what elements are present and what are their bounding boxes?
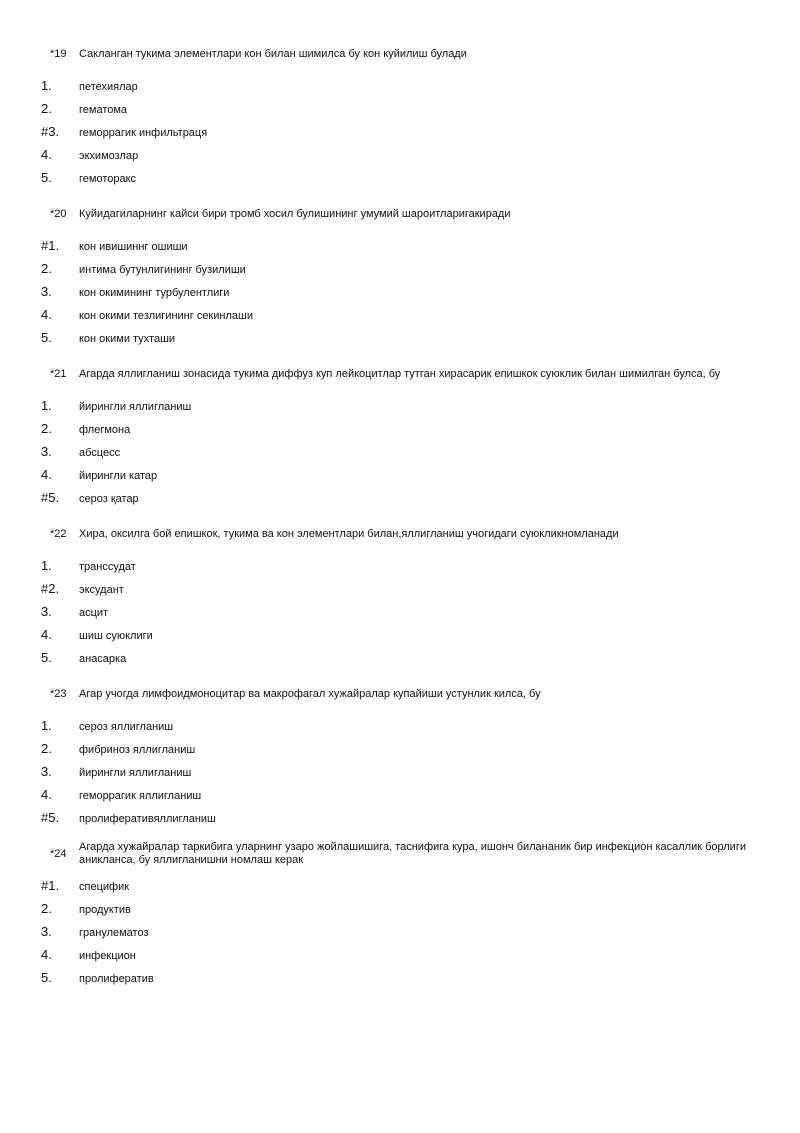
option-key: 2.: [41, 901, 52, 916]
answer-option: [0, 330, 800, 350]
option-key: #2.: [41, 581, 60, 596]
option-text: транссудат: [79, 561, 136, 573]
option-text: геморрагик инфильтраця: [79, 127, 208, 139]
answer-option: [0, 718, 800, 738]
option-key: 4.: [41, 627, 52, 642]
question-number: *20: [50, 208, 67, 220]
option-key: #1.: [41, 878, 60, 893]
question-number: *21: [50, 368, 67, 380]
option-key: 2.: [41, 421, 52, 436]
option-text: специфик: [79, 881, 130, 893]
answer-option: [0, 947, 800, 967]
question-number: *23: [50, 688, 67, 700]
question-header: [0, 841, 800, 871]
option-text: петехиялар: [79, 81, 138, 93]
option-text: кон окими тезлигининг секинлаши: [79, 310, 253, 322]
answer-option: [0, 650, 800, 670]
answer-option: [0, 810, 800, 830]
answer-option: [0, 490, 800, 510]
option-text: пролиферативяллигланиш: [79, 813, 216, 825]
option-key: 2.: [41, 101, 52, 116]
option-key: 1.: [41, 78, 52, 93]
option-key: 5.: [41, 330, 52, 345]
option-key: 2.: [41, 261, 52, 276]
option-key: 3.: [41, 604, 52, 619]
question-text: Агарда хужайралар таркибига уларнинг узаро жойлашишига, таснифига кура, ишонч билананик бир инфекцион касаллик борлиги аникланса, бу яллигланишни номлаш керак: [79, 841, 746, 866]
option-text: гранулематоз: [79, 927, 149, 939]
question-number: *22: [50, 528, 67, 540]
option-key: 5.: [41, 970, 52, 985]
question-block: [0, 688, 800, 825]
option-text: гемоторакс: [79, 173, 137, 185]
option-key: 1.: [41, 718, 52, 733]
option-text: йирингли катар: [79, 470, 158, 482]
option-text: абсцесс: [79, 447, 121, 459]
answer-option: [0, 604, 800, 624]
answer-option: [0, 970, 800, 990]
option-key: 5.: [41, 650, 52, 665]
option-key: 1.: [41, 558, 52, 573]
question-header: [0, 208, 800, 228]
question-block: [0, 528, 800, 665]
question-number: *19: [50, 48, 67, 60]
option-text: йирингли яллигланиш: [79, 767, 192, 779]
option-text: инфекцион: [79, 950, 136, 962]
question-number: *24: [50, 848, 67, 860]
answer-option: [0, 467, 800, 487]
question-header: [0, 368, 800, 388]
question-header: [0, 688, 800, 708]
question-block: [0, 208, 800, 345]
option-text: продуктив: [79, 904, 131, 916]
question-text: Куйидагиларнинг кайси бири тромб хосил булишининг умумий шароитларигакиради: [79, 208, 511, 220]
answer-option: [0, 170, 800, 190]
option-key: 4.: [41, 147, 52, 162]
option-key: 2.: [41, 741, 52, 756]
option-key: 4.: [41, 467, 52, 482]
question-block: [0, 368, 800, 505]
question-text: Сакланган тукима элементлари кон билан шимилса бу кон куйилиш булади: [79, 48, 467, 60]
option-text: эксудант: [79, 584, 124, 596]
option-text: кон окимининг турбулентлиги: [79, 287, 230, 299]
option-key: 4.: [41, 307, 52, 322]
option-text: шиш суюклиги: [79, 630, 153, 642]
answer-option: [0, 147, 800, 167]
answer-option: [0, 78, 800, 98]
answer-option: [0, 627, 800, 647]
option-text: гематома: [79, 104, 128, 116]
answer-option: [0, 261, 800, 281]
option-text: фибриноз яллигланиш: [79, 744, 196, 756]
option-text: йирингли яллигланиш: [79, 401, 192, 413]
question-text: Хира, оксилга бой епишкок, тукима ва кон элементлари билан,яллигланиш учогидаги суюкликномланади: [79, 528, 619, 540]
question-text: Агар учогда лимфоидмоноцитар ва макрофагал хужайралар купайиши устунлик килса, бу: [79, 688, 541, 700]
question-block: [0, 841, 800, 985]
option-key: 5.: [41, 170, 52, 185]
answer-option: [0, 421, 800, 441]
answer-option: [0, 238, 800, 258]
question-text: Агарда яллигланиш зонасида тукима диффуз куп лейкоцитлар тутган хирасарик епишкок суюклик билан шимилган булса, бу: [79, 368, 721, 380]
option-key: 4.: [41, 947, 52, 962]
answer-option: [0, 101, 800, 121]
option-key: 1.: [41, 398, 52, 413]
option-text: пролифератив: [79, 973, 154, 985]
option-text: асцит: [79, 607, 109, 619]
answer-option: [0, 558, 800, 578]
option-text: кон ивишиннг ошиши: [79, 241, 188, 253]
option-text: сероз қатар: [79, 493, 139, 505]
answer-option: [0, 924, 800, 944]
option-key: #3.: [41, 124, 60, 139]
answer-option: [0, 741, 800, 761]
option-text: флегмона: [79, 424, 131, 436]
option-text: геморрагик яллигланиш: [79, 790, 202, 802]
answer-option: [0, 901, 800, 921]
option-text: анасарка: [79, 653, 127, 665]
question-header: [0, 48, 800, 68]
answer-option: [0, 398, 800, 418]
question-block: [0, 48, 800, 185]
answer-option: [0, 284, 800, 304]
option-key: #1.: [41, 238, 60, 253]
option-text: экхимозлар: [79, 150, 139, 162]
option-text: интима бутунлигининг бузилиши: [79, 264, 246, 276]
answer-option: [0, 307, 800, 327]
option-key: 4.: [41, 787, 52, 802]
question-header: [0, 528, 800, 548]
option-text: сероз яллигланиш: [79, 721, 174, 733]
option-key: #5.: [41, 810, 60, 825]
answer-option: [0, 878, 800, 898]
answer-option: [0, 787, 800, 807]
option-text: кон окими тухташи: [79, 333, 176, 345]
option-key: 3.: [41, 284, 52, 299]
option-key: 3.: [41, 444, 52, 459]
option-key: 3.: [41, 924, 52, 939]
option-key: 3.: [41, 764, 52, 779]
option-key: #5.: [41, 490, 60, 505]
answer-option: [0, 124, 800, 144]
answer-option: [0, 444, 800, 464]
answer-option: [0, 764, 800, 784]
answer-option: [0, 581, 800, 601]
